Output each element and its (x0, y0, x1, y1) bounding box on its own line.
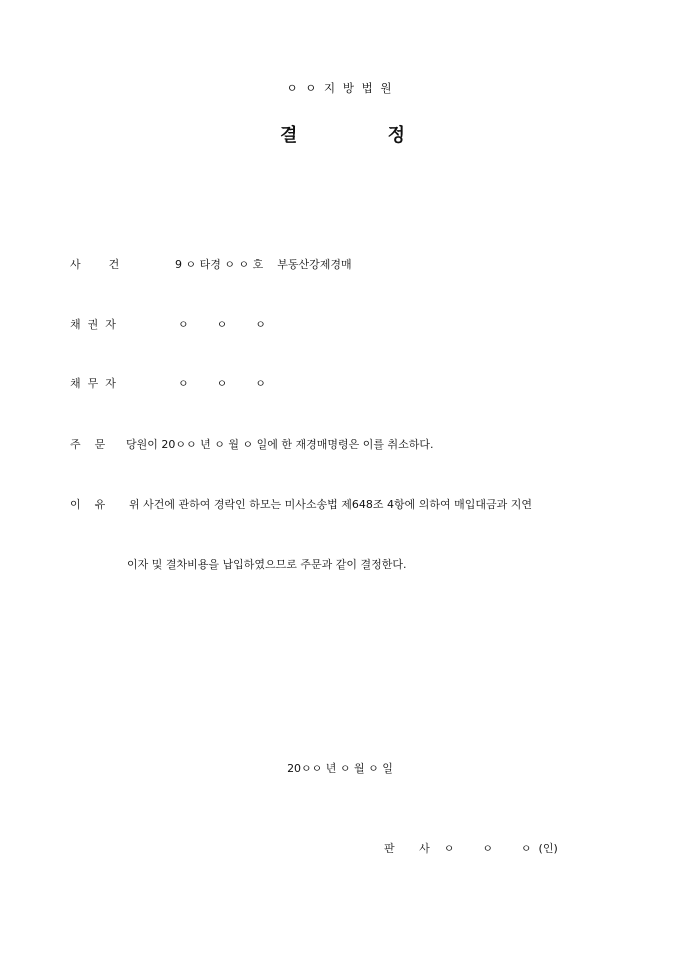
reason-label: 이 유 (70, 498, 106, 511)
title-char-2: 정 (387, 125, 405, 146)
order-label: 주 문 (70, 438, 106, 451)
document-title (280, 121, 405, 147)
reason-line-2: 이자 및 결차비용을 납입하였으므로 주문과 같이 결정한다. (127, 558, 407, 571)
judge-signature: 판 사 ㅇ ㅇ ㅇ (인) (384, 842, 558, 855)
court-name: ㅇ ㅇ 지 방 법 원 (286, 81, 394, 95)
decision-date: 20ㅇㅇ 년 ㅇ 월 ㅇ 일 (287, 762, 393, 775)
order-text: 당원이 20ㅇㅇ 년 ㅇ 월 ㅇ 일에 한 재경매명령은 이를 취소하다. (126, 438, 434, 451)
creditor-value: ㅇ ㅇ ㅇ (178, 318, 266, 331)
reason-line-1: 위 사건에 관하여 경락인 하모는 미사소송법 제648조 4항에 의하여 매입대금과 지연 (129, 498, 532, 511)
case-value: 9 ㅇ 타경 ㅇ ㅇ 호 부동산강제경매 (175, 258, 352, 271)
case-label: 사 건 (70, 258, 120, 271)
creditor-label: 채 권 자 (70, 318, 116, 331)
debtor-value: ㅇ ㅇ ㅇ (178, 377, 266, 390)
debtor-label: 채 무 자 (70, 377, 116, 390)
title-char-1: 결 (280, 125, 298, 146)
